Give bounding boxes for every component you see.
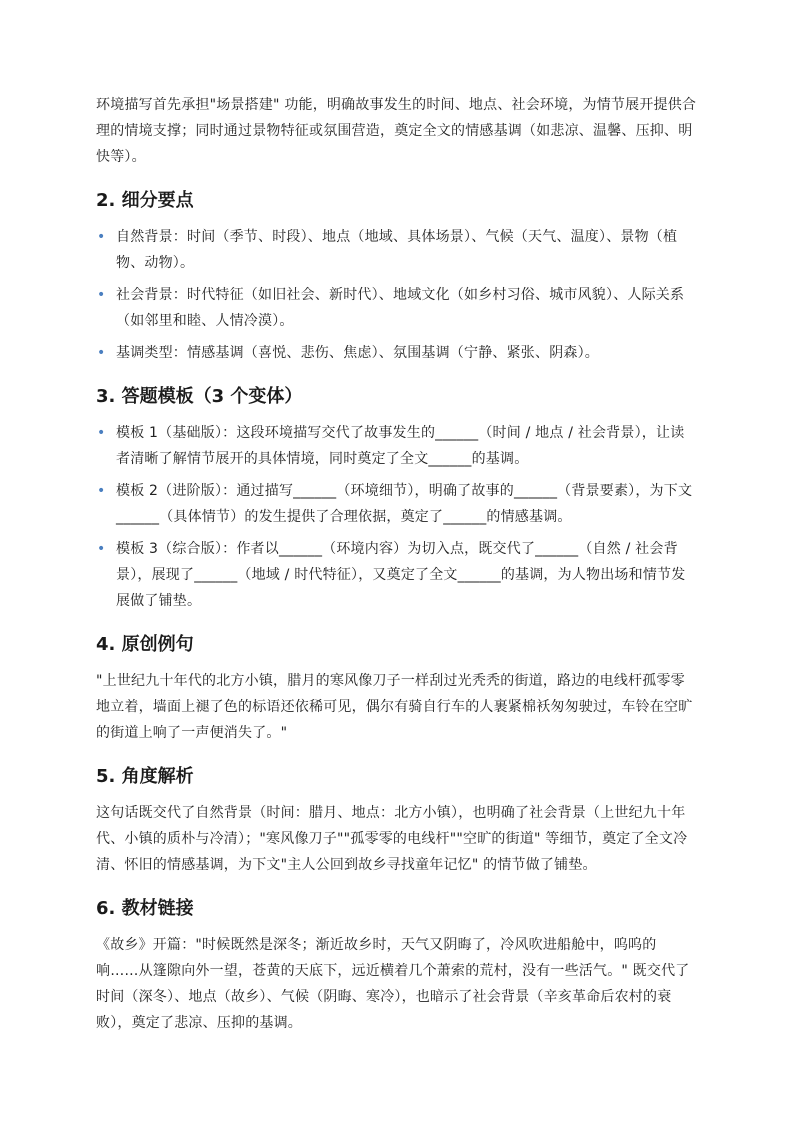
section-title-example: 4. 原创例句 [96, 634, 194, 655]
list-item [96, 478, 698, 530]
bullet-icon: • [97, 229, 106, 245]
section-title-textbook: 6. 教材链接 [96, 898, 194, 919]
list-item-text: 基调类型：情感基调（喜悦、悲伤、焦虑）、氛围基调（宁静、紧张、阴森）。 [116, 345, 599, 361]
bullet-icon: • [97, 483, 106, 499]
bullet-icon: • [97, 345, 106, 361]
list-item [96, 536, 698, 614]
list-item [96, 340, 698, 366]
textbook-paragraph: 《故乡》开篇："时候既然是深冬；渐近故乡时，天气又阴晦了，冷风吹进船舱中，呜呜的响……从篷隙向外一望，苍黄的天底下，远近横着几个萧索的荒村，没有一些活气。" 既交代了时间（深冬）、地点（故乡）、气候（阴晦、寒冷），也暗示了社会背景（辛亥革命后农村的衰败），奠定了悲凉、压抑的基调。 [96, 937, 690, 1031]
list-item [96, 224, 698, 276]
section-title-analysis: 5. 角度解析 [96, 766, 194, 787]
section-title-key-points: 2. 细分要点 [96, 190, 194, 211]
list-item-text: 自然背景：时间（季节、时段）、地点（地域、具体场景）、气候（天气、温度）、景物（植物、动物）。 [116, 229, 678, 271]
list-item [96, 282, 698, 334]
list-item-text: 模板 2（进阶版）：通过描写______（环境细节），明确了故事的______（背景要素），为下文______（具体情节）的发生提供了合理依据，奠定了______的情感基调。 [116, 483, 693, 525]
example-paragraph: "上世纪九十年代的北方小镇，腊月的寒风像刀子一样刮过光秃秃的街道，路边的电线杆孤零零地立着，墙面上褪了色的标语还依稀可见，偶尔有骑自行车的人裹紧棉袄匆匆驶过，车铃在空旷的街道上响了一声便消失了。" [96, 673, 693, 741]
templates-list [96, 420, 698, 614]
list-item-text: 模板 1（基础版）：这段环境描写交代了故事发生的______（时间 / 地点 / 社会背景），让读者清晰了解情节展开的具体情境，同时奠定了全文______的基调。 [116, 425, 685, 467]
list-item-text: 社会背景：时代特征（如旧社会、新时代）、地域文化（如乡村习俗、城市风貌）、人际关系（如邻里和睦、人情冷漠）。 [116, 287, 685, 329]
bullet-icon: • [97, 287, 106, 303]
bullet-icon: • [97, 541, 106, 557]
analysis-paragraph: 这句话既交代了自然背景（时间：腊月、地点：北方小镇），也明确了社会背景（上世纪九十年代、小镇的质朴与冷清）；"寒风像刀子""孤零零的电线杆""空旷的街道" 等细节，奠定了全文冷清、怀旧的情感基调，为下文"主人公回到故乡寻找童年记忆" 的情节做了铺垫。 [96, 805, 688, 873]
section-title-templates: 3. 答题模板（3 个变体） [96, 386, 303, 407]
key-points-list [96, 224, 698, 366]
list-item [96, 420, 698, 472]
list-item-text: 模板 3（综合版）：作者以______（环境内容）为切入点，既交代了______（自然 / 社会背景），展现了______（地域 / 时代特征），又奠定了全文______的基调，为人物出场和情节发展做了铺垫。 [116, 541, 686, 609]
bullet-icon: • [97, 425, 106, 441]
intro-paragraph: 环境描写首先承担"场景搭建" 功能，明确故事发生的时间、地点、社会环境，为情节展开提供合理的情境支撑；同时通过景物特征或氛围营造，奠定全文的情感基调（如悲凉、温馨、压抑、明快等）。 [96, 97, 697, 165]
